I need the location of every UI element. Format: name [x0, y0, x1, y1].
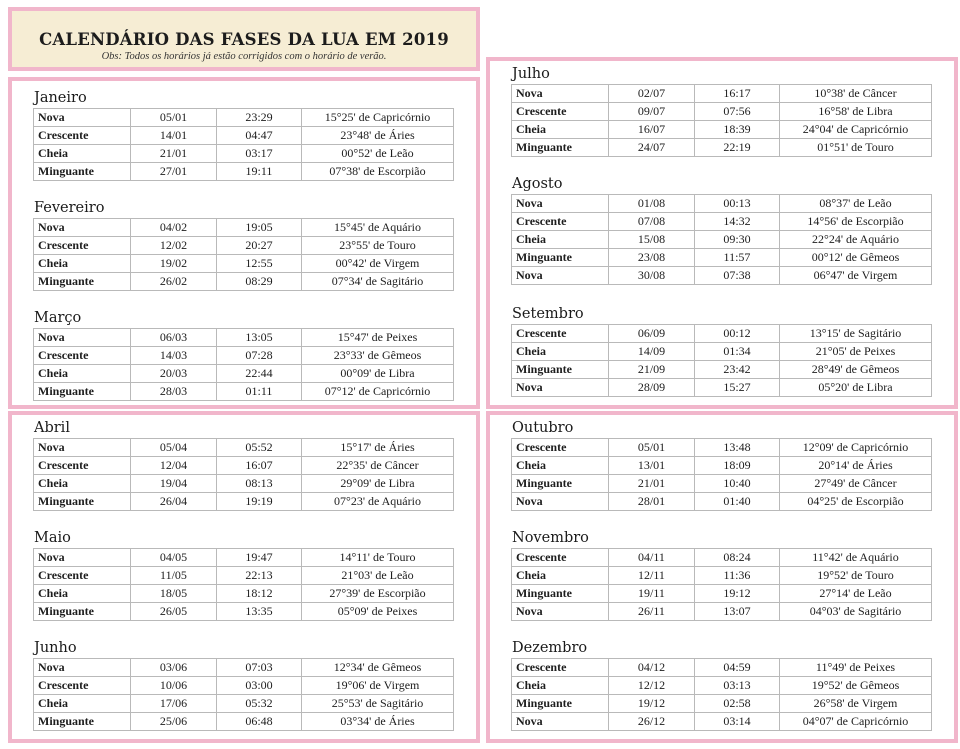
month-section-agosto	[511, 175, 931, 285]
table-row	[512, 585, 932, 603]
zodiac-position-cell: 11°42' de Aquário	[780, 549, 932, 567]
phase-cell: Crescente	[34, 457, 131, 475]
title-banner	[8, 7, 480, 71]
moon-phase-table	[33, 218, 454, 291]
phase-cell: Crescente	[512, 439, 609, 457]
month-title: Junho	[34, 640, 77, 656]
time-cell: 07:03	[217, 659, 302, 677]
date-cell: 06/03	[131, 329, 217, 347]
date-cell: 20/03	[131, 365, 217, 383]
page-title: CALENDÁRIO DAS FASES DA LUA EM 2019	[39, 30, 449, 49]
zodiac-position-cell: 00°09' de Libra	[302, 365, 454, 383]
time-cell: 14:32	[695, 213, 780, 231]
time-cell: 22:44	[217, 365, 302, 383]
zodiac-position-cell: 15°45' de Aquário	[302, 219, 454, 237]
time-cell: 19:19	[217, 493, 302, 511]
zodiac-position-cell: 06°47' de Virgem	[780, 267, 932, 285]
date-cell: 12/02	[131, 237, 217, 255]
month-title: Outubro	[512, 420, 574, 436]
time-cell: 15:27	[695, 379, 780, 397]
time-cell: 16:17	[695, 85, 780, 103]
phase-cell: Minguante	[34, 383, 131, 401]
phase-cell: Cheia	[34, 585, 131, 603]
date-cell: 06/09	[609, 325, 695, 343]
zodiac-position-cell: 19°06' de Virgem	[302, 677, 454, 695]
phase-cell: Minguante	[512, 139, 609, 157]
month-section-dezembro	[511, 639, 931, 731]
zodiac-position-cell: 11°49' de Peixes	[780, 659, 932, 677]
time-cell: 23:42	[695, 361, 780, 379]
phase-cell: Nova	[34, 659, 131, 677]
table-row	[512, 475, 932, 493]
time-cell: 19:05	[217, 219, 302, 237]
time-cell: 12:55	[217, 255, 302, 273]
table-row	[512, 361, 932, 379]
month-title: Fevereiro	[34, 200, 105, 216]
zodiac-position-cell: 22°35' de Câncer	[302, 457, 454, 475]
table-row	[34, 383, 454, 401]
phase-cell: Nova	[34, 219, 131, 237]
zodiac-position-cell: 14°56' de Escorpião	[780, 213, 932, 231]
zodiac-position-cell: 13°15' de Sagitário	[780, 325, 932, 343]
zodiac-position-cell: 05°09' de Peixes	[302, 603, 454, 621]
table-row	[34, 549, 454, 567]
table-row	[512, 439, 932, 457]
phase-cell: Crescente	[34, 347, 131, 365]
month-section-julho	[511, 65, 931, 157]
time-cell: 11:57	[695, 249, 780, 267]
zodiac-position-cell: 07°34' de Sagitário	[302, 273, 454, 291]
date-cell: 15/08	[609, 231, 695, 249]
zodiac-position-cell: 29°09' de Libra	[302, 475, 454, 493]
month-section-fevereiro	[33, 199, 453, 291]
time-cell: 10:40	[695, 475, 780, 493]
moon-phase-table	[33, 438, 454, 511]
phase-cell: Nova	[512, 85, 609, 103]
zodiac-position-cell: 07°12' de Capricórnio	[302, 383, 454, 401]
table-row	[34, 439, 454, 457]
month-title: Dezembro	[512, 640, 588, 656]
phase-cell: Cheia	[34, 695, 131, 713]
phase-cell: Nova	[512, 603, 609, 621]
zodiac-position-cell: 27°49' de Câncer	[780, 475, 932, 493]
zodiac-position-cell: 01°51' de Touro	[780, 139, 932, 157]
quarter-apr-jun	[8, 411, 480, 743]
table-row	[512, 695, 932, 713]
time-cell: 19:12	[695, 585, 780, 603]
date-cell: 09/07	[609, 103, 695, 121]
table-row	[34, 567, 454, 585]
time-cell: 20:27	[217, 237, 302, 255]
table-row	[34, 659, 454, 677]
phase-cell: Minguante	[34, 493, 131, 511]
time-cell: 01:40	[695, 493, 780, 511]
table-row	[34, 163, 454, 181]
table-row	[34, 347, 454, 365]
time-cell: 07:38	[695, 267, 780, 285]
table-row	[34, 109, 454, 127]
time-cell: 04:47	[217, 127, 302, 145]
month-title: Janeiro	[34, 90, 87, 106]
month-section-junho	[33, 639, 453, 731]
time-cell: 08:29	[217, 273, 302, 291]
zodiac-position-cell: 00°52' de Leão	[302, 145, 454, 163]
table-row	[34, 677, 454, 695]
time-cell: 00:12	[695, 325, 780, 343]
date-cell: 25/06	[131, 713, 217, 731]
zodiac-position-cell: 04°07' de Capricórnio	[780, 713, 932, 731]
zodiac-position-cell: 12°09' de Capricórnio	[780, 439, 932, 457]
zodiac-position-cell: 23°55' de Touro	[302, 237, 454, 255]
time-cell: 03:17	[217, 145, 302, 163]
phase-cell: Cheia	[512, 567, 609, 585]
time-cell: 07:56	[695, 103, 780, 121]
date-cell: 12/12	[609, 677, 695, 695]
table-row	[34, 219, 454, 237]
phase-cell: Nova	[34, 329, 131, 347]
moon-phase-table	[511, 548, 932, 621]
phase-cell: Nova	[512, 379, 609, 397]
phase-cell: Minguante	[512, 249, 609, 267]
table-row	[512, 677, 932, 695]
month-section-abril	[33, 419, 453, 511]
table-row	[34, 475, 454, 493]
table-row	[34, 273, 454, 291]
zodiac-position-cell: 07°38' de Escorpião	[302, 163, 454, 181]
date-cell: 30/08	[609, 267, 695, 285]
table-row	[512, 85, 932, 103]
time-cell: 00:13	[695, 195, 780, 213]
zodiac-position-cell: 03°34' de Áries	[302, 713, 454, 731]
phase-cell: Nova	[34, 109, 131, 127]
zodiac-position-cell: 23°48' de Áries	[302, 127, 454, 145]
zodiac-position-cell: 04°25' de Escorpião	[780, 493, 932, 511]
date-cell: 28/03	[131, 383, 217, 401]
table-row	[34, 255, 454, 273]
zodiac-position-cell: 21°05' de Peixes	[780, 343, 932, 361]
table-row	[512, 121, 932, 139]
date-cell: 02/07	[609, 85, 695, 103]
time-cell: 02:58	[695, 695, 780, 713]
phase-cell: Crescente	[34, 237, 131, 255]
time-cell: 03:14	[695, 713, 780, 731]
phase-cell: Crescente	[34, 127, 131, 145]
zodiac-position-cell: 00°42' de Virgem	[302, 255, 454, 273]
zodiac-position-cell: 19°52' de Touro	[780, 567, 932, 585]
date-cell: 23/08	[609, 249, 695, 267]
time-cell: 05:32	[217, 695, 302, 713]
time-cell: 09:30	[695, 231, 780, 249]
zodiac-position-cell: 10°38' de Câncer	[780, 85, 932, 103]
date-cell: 05/01	[131, 109, 217, 127]
date-cell: 26/04	[131, 493, 217, 511]
zodiac-position-cell: 22°24' de Aquário	[780, 231, 932, 249]
table-row	[34, 127, 454, 145]
daylight-saving-note: Obs: Todos os horários já estão corrigidos com o horário de verão.	[101, 51, 387, 62]
date-cell: 18/05	[131, 585, 217, 603]
quarter-oct-dec	[486, 411, 958, 743]
table-row	[512, 713, 932, 731]
date-cell: 14/03	[131, 347, 217, 365]
table-row	[512, 249, 932, 267]
time-cell: 13:48	[695, 439, 780, 457]
phase-cell: Cheia	[512, 343, 609, 361]
phase-cell: Nova	[512, 195, 609, 213]
date-cell: 04/05	[131, 549, 217, 567]
phase-cell: Minguante	[512, 585, 609, 603]
time-cell: 11:36	[695, 567, 780, 585]
month-section-maio	[33, 529, 453, 621]
date-cell: 21/09	[609, 361, 695, 379]
month-title: Maio	[34, 530, 71, 546]
table-row	[512, 379, 932, 397]
zodiac-position-cell: 25°53' de Sagitário	[302, 695, 454, 713]
month-title: Março	[34, 310, 82, 326]
time-cell: 18:12	[217, 585, 302, 603]
quarter-jul-sep	[486, 57, 958, 409]
date-cell: 12/04	[131, 457, 217, 475]
time-cell: 05:52	[217, 439, 302, 457]
zodiac-position-cell: 20°14' de Áries	[780, 457, 932, 475]
phase-cell: Minguante	[34, 713, 131, 731]
moon-phase-table	[33, 328, 454, 401]
zodiac-position-cell: 23°33' de Gêmeos	[302, 347, 454, 365]
table-row	[34, 603, 454, 621]
phase-cell: Cheia	[34, 255, 131, 273]
date-cell: 05/04	[131, 439, 217, 457]
time-cell: 13:35	[217, 603, 302, 621]
time-cell: 08:13	[217, 475, 302, 493]
moon-phase-table	[33, 658, 454, 731]
date-cell: 21/01	[131, 145, 217, 163]
table-row	[512, 659, 932, 677]
table-row	[512, 343, 932, 361]
date-cell: 26/11	[609, 603, 695, 621]
zodiac-position-cell: 19°52' de Gêmeos	[780, 677, 932, 695]
date-cell: 26/05	[131, 603, 217, 621]
moon-phase-table	[511, 324, 932, 397]
phase-cell: Cheia	[34, 145, 131, 163]
zodiac-position-cell: 27°14' de Leão	[780, 585, 932, 603]
zodiac-position-cell: 08°37' de Leão	[780, 195, 932, 213]
time-cell: 19:47	[217, 549, 302, 567]
table-row	[34, 237, 454, 255]
date-cell: 01/08	[609, 195, 695, 213]
phase-cell: Cheia	[512, 231, 609, 249]
date-cell: 26/12	[609, 713, 695, 731]
phase-cell: Nova	[34, 549, 131, 567]
date-cell: 04/11	[609, 549, 695, 567]
month-title: Abril	[34, 420, 70, 436]
date-cell: 16/07	[609, 121, 695, 139]
moon-phase-table	[511, 84, 932, 157]
month-title: Setembro	[512, 306, 584, 322]
date-cell: 19/11	[609, 585, 695, 603]
time-cell: 04:59	[695, 659, 780, 677]
phase-cell: Minguante	[34, 273, 131, 291]
time-cell: 18:09	[695, 457, 780, 475]
phase-cell: Nova	[512, 713, 609, 731]
zodiac-position-cell: 07°23' de Aquário	[302, 493, 454, 511]
phase-cell: Crescente	[34, 677, 131, 695]
date-cell: 14/01	[131, 127, 217, 145]
phase-cell: Nova	[34, 439, 131, 457]
zodiac-position-cell: 15°17' de Áries	[302, 439, 454, 457]
zodiac-position-cell: 24°04' de Capricórnio	[780, 121, 932, 139]
phase-cell: Cheia	[512, 121, 609, 139]
date-cell: 07/08	[609, 213, 695, 231]
zodiac-position-cell: 04°03' de Sagitário	[780, 603, 932, 621]
zodiac-position-cell: 12°34' de Gêmeos	[302, 659, 454, 677]
phase-cell: Crescente	[512, 213, 609, 231]
phase-cell: Minguante	[34, 163, 131, 181]
zodiac-position-cell: 21°03' de Leão	[302, 567, 454, 585]
date-cell: 17/06	[131, 695, 217, 713]
date-cell: 24/07	[609, 139, 695, 157]
time-cell: 22:13	[217, 567, 302, 585]
phase-cell: Cheia	[34, 475, 131, 493]
zodiac-position-cell: 27°39' de Escorpião	[302, 585, 454, 603]
zodiac-position-cell: 15°25' de Capricórnio	[302, 109, 454, 127]
table-row	[512, 549, 932, 567]
table-row	[512, 325, 932, 343]
table-row	[512, 139, 932, 157]
month-title: Novembro	[512, 530, 589, 546]
zodiac-position-cell: 00°12' de Gêmeos	[780, 249, 932, 267]
date-cell: 03/06	[131, 659, 217, 677]
time-cell: 08:24	[695, 549, 780, 567]
table-row	[34, 365, 454, 383]
time-cell: 07:28	[217, 347, 302, 365]
date-cell: 04/02	[131, 219, 217, 237]
time-cell: 16:07	[217, 457, 302, 475]
date-cell: 21/01	[609, 475, 695, 493]
moon-phase-table	[33, 548, 454, 621]
zodiac-position-cell: 26°58' de Virgem	[780, 695, 932, 713]
zodiac-position-cell: 16°58' de Libra	[780, 103, 932, 121]
phase-cell: Crescente	[34, 567, 131, 585]
month-section-março	[33, 309, 453, 401]
table-row	[34, 585, 454, 603]
time-cell: 22:19	[695, 139, 780, 157]
zodiac-position-cell: 15°47' de Peixes	[302, 329, 454, 347]
phase-cell: Cheia	[34, 365, 131, 383]
table-row	[512, 213, 932, 231]
date-cell: 19/02	[131, 255, 217, 273]
table-row	[34, 493, 454, 511]
moon-phase-table	[511, 438, 932, 511]
zodiac-position-cell: 28°49' de Gêmeos	[780, 361, 932, 379]
phase-cell: Cheia	[512, 677, 609, 695]
month-section-janeiro	[33, 89, 453, 181]
date-cell: 14/09	[609, 343, 695, 361]
time-cell: 13:05	[217, 329, 302, 347]
time-cell: 18:39	[695, 121, 780, 139]
time-cell: 06:48	[217, 713, 302, 731]
time-cell: 19:11	[217, 163, 302, 181]
date-cell: 28/01	[609, 493, 695, 511]
month-title: Agosto	[512, 176, 563, 192]
date-cell: 05/01	[609, 439, 695, 457]
table-row	[512, 103, 932, 121]
date-cell: 26/02	[131, 273, 217, 291]
table-row	[512, 267, 932, 285]
moon-phase-table	[33, 108, 454, 181]
phase-cell: Crescente	[512, 325, 609, 343]
phase-cell: Crescente	[512, 103, 609, 121]
table-row	[34, 695, 454, 713]
date-cell: 27/01	[131, 163, 217, 181]
phase-cell: Nova	[512, 267, 609, 285]
time-cell: 23:29	[217, 109, 302, 127]
phase-cell: Minguante	[512, 695, 609, 713]
phase-cell: Minguante	[512, 361, 609, 379]
table-row	[512, 603, 932, 621]
table-row	[512, 457, 932, 475]
table-row	[512, 195, 932, 213]
time-cell: 01:11	[217, 383, 302, 401]
month-section-novembro	[511, 529, 931, 621]
zodiac-position-cell: 05°20' de Libra	[780, 379, 932, 397]
table-row	[34, 457, 454, 475]
month-section-setembro	[511, 305, 931, 397]
date-cell: 04/12	[609, 659, 695, 677]
table-row	[34, 145, 454, 163]
phase-cell: Cheia	[512, 457, 609, 475]
phase-cell: Nova	[512, 493, 609, 511]
phase-cell: Crescente	[512, 659, 609, 677]
date-cell: 13/01	[609, 457, 695, 475]
phase-cell: Minguante	[512, 475, 609, 493]
quarter-jan-mar	[8, 77, 480, 409]
date-cell: 28/09	[609, 379, 695, 397]
date-cell: 12/11	[609, 567, 695, 585]
month-section-outubro	[511, 419, 931, 511]
table-row	[512, 567, 932, 585]
date-cell: 10/06	[131, 677, 217, 695]
month-title: Julho	[512, 66, 550, 82]
phase-cell: Crescente	[512, 549, 609, 567]
phase-cell: Minguante	[34, 603, 131, 621]
time-cell: 03:00	[217, 677, 302, 695]
time-cell: 03:13	[695, 677, 780, 695]
zodiac-position-cell: 14°11' de Touro	[302, 549, 454, 567]
table-row	[512, 231, 932, 249]
time-cell: 13:07	[695, 603, 780, 621]
date-cell: 11/05	[131, 567, 217, 585]
moon-phase-table	[511, 194, 932, 285]
time-cell: 01:34	[695, 343, 780, 361]
moon-phase-table	[511, 658, 932, 731]
date-cell: 19/12	[609, 695, 695, 713]
table-row	[34, 329, 454, 347]
table-row	[512, 493, 932, 511]
date-cell: 19/04	[131, 475, 217, 493]
table-row	[34, 713, 454, 731]
